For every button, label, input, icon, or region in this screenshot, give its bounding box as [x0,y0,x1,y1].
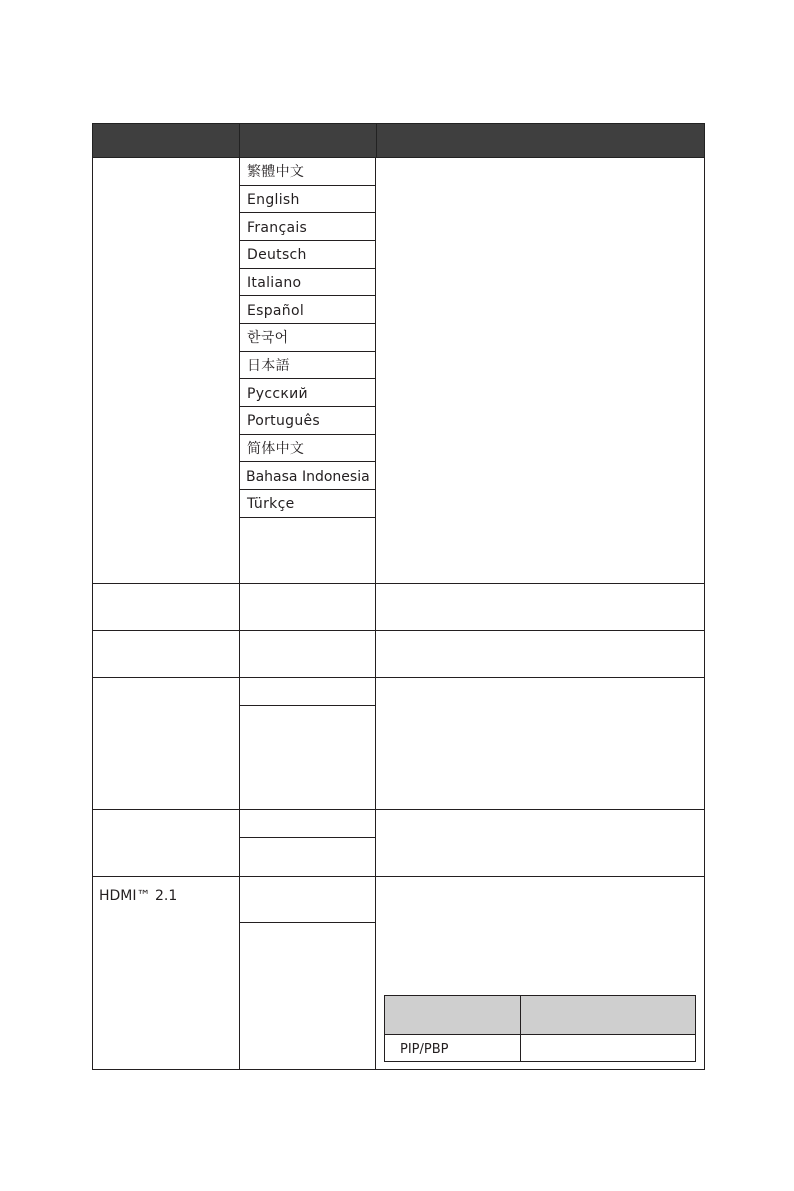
language-option: Русский [247,386,308,402]
sub-table-row-label: PIP/PBP [400,1042,449,1057]
row-separator [239,323,376,324]
sub-table-border-top [384,995,696,996]
row-separator [239,351,376,352]
language-option: Deutsch [247,247,307,263]
row-separator [92,583,705,584]
table-header [92,123,705,158]
language-option: 한국어 [247,330,289,346]
sub-table-header-divider [384,1034,696,1035]
row-separator [239,461,376,462]
table-border-right [704,158,705,1070]
hdmi-row-label: HDMI™ 2.1 [99,888,178,904]
sub-table-border-bottom [384,1061,696,1062]
row-separator [239,705,376,706]
row-separator [239,378,376,379]
row-separator [239,185,376,186]
row-separator [239,212,376,213]
language-option: Español [247,303,305,319]
row-separator [239,268,376,269]
row-separator [92,630,705,631]
row-separator [239,489,376,490]
row-separator [239,434,376,435]
row-separator [92,677,705,678]
sub-table-header [384,995,695,1034]
sub-table-column-divider [520,995,521,1061]
sub-table-border-right [695,995,696,1061]
row-separator [239,837,376,838]
header-divider [239,123,240,158]
language-option: English [247,192,300,208]
sub-table-border-left [384,995,385,1061]
row-separator [239,517,376,518]
row-separator [239,295,376,296]
row-separator [92,809,705,810]
row-separator [92,876,705,877]
language-option: Português [247,413,320,429]
table-border-left [92,158,93,1070]
language-option: Italiano [247,275,302,291]
header-divider [376,123,377,158]
language-option: Bahasa Indonesia [246,469,370,485]
row-separator [239,922,376,923]
language-option: Türkçe [247,496,295,512]
row-separator [239,406,376,407]
language-option: 简体中文 [247,441,305,457]
row-separator [239,240,376,241]
language-option: 日本語 [247,358,290,374]
language-option: 繁體中文 [247,164,305,180]
table-border-bottom [92,1069,705,1070]
language-option: Français [247,220,308,236]
